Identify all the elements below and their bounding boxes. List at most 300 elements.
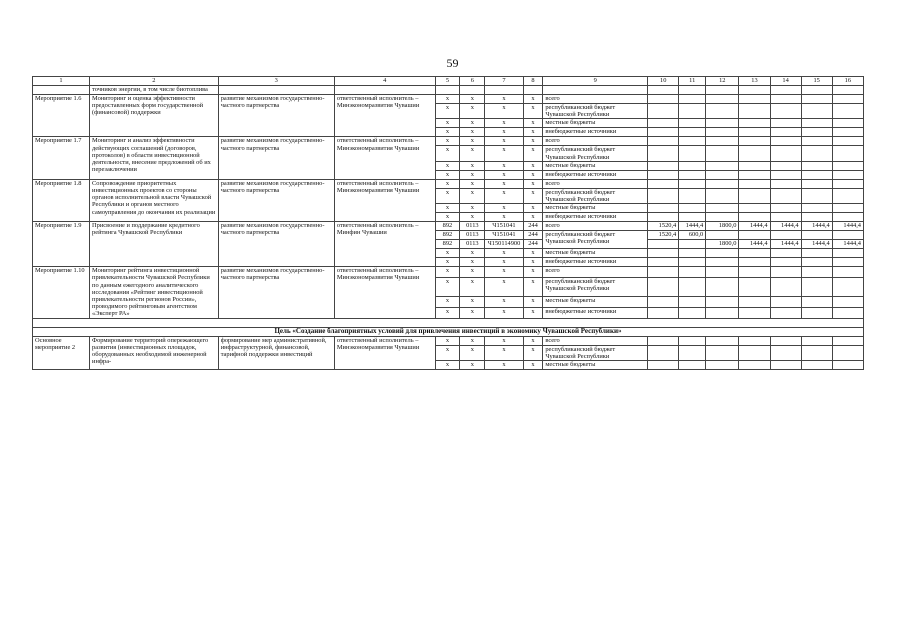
amount-cell [679, 240, 706, 249]
table-cell [832, 267, 863, 278]
table-cell [679, 179, 706, 188]
code-cell: x [460, 361, 485, 370]
table-cell [739, 249, 770, 258]
amount-cell: 1520,4 [648, 231, 679, 240]
code-cell: x [485, 95, 523, 104]
header-row [33, 77, 864, 86]
table-cell [801, 267, 832, 278]
table-cell [770, 104, 801, 119]
source-label: республиканский бюджет Чувашской Республики [543, 188, 648, 203]
table-cell [739, 179, 770, 188]
table-cell [679, 213, 706, 222]
measure-executor: ответственный исполнитель – Минэкономразвития Чувашии [334, 336, 435, 369]
goal-row [33, 327, 864, 336]
table-cell [770, 258, 801, 267]
table-cell [801, 307, 832, 318]
source-row [33, 336, 864, 345]
code-cell: x [435, 345, 460, 360]
code-cell: x [523, 188, 543, 203]
code-cell: x [460, 104, 485, 119]
code-cell: x [523, 307, 543, 318]
code-cell: x [460, 307, 485, 318]
table-cell [679, 86, 706, 95]
spacer-row [33, 318, 864, 327]
table-cell [648, 161, 679, 170]
table-cell [801, 146, 832, 161]
table-cell [801, 249, 832, 258]
code-cell: x [485, 258, 523, 267]
table-cell [648, 95, 679, 104]
code-cell: x [460, 161, 485, 170]
code-cell: x [435, 170, 460, 179]
code-cell: x [435, 336, 460, 345]
table-cell [706, 249, 739, 258]
column-header: 6 [460, 77, 485, 86]
table-cell [832, 307, 863, 318]
table-cell [706, 128, 739, 137]
table-cell [801, 170, 832, 179]
code-cell: x [523, 146, 543, 161]
table-cell [739, 307, 770, 318]
code-cell: x [485, 119, 523, 128]
code-cell: x [523, 267, 543, 278]
column-header: 1 [33, 77, 90, 86]
code-cell: x [460, 249, 485, 258]
table-cell [739, 128, 770, 137]
source-label: местные бюджеты [543, 249, 648, 258]
table-cell [832, 361, 863, 370]
table-cell [739, 146, 770, 161]
code-cell: x [523, 278, 543, 297]
table-cell [770, 249, 801, 258]
amount-cell: 1520,4 [648, 222, 679, 231]
source-row [33, 179, 864, 188]
table-cell [679, 278, 706, 297]
measure-title: Присвоение и поддержание кредитного рейтинга Чувашской Республики [90, 222, 219, 267]
table-cell [706, 336, 739, 345]
table-cell [770, 213, 801, 222]
code-cell: x [435, 307, 460, 318]
code-cell: x [485, 128, 523, 137]
program-table [32, 76, 864, 370]
measure-title: Сопровождение приоритетных инвестиционных проектов со стороны органов исполнительной власти Чувашской Республики и органов местного самоуправления до окончания их реализации [90, 179, 219, 221]
source-row [33, 267, 864, 278]
table-cell [739, 119, 770, 128]
source-label: всего [543, 336, 648, 345]
table-cell [801, 258, 832, 267]
table-cell [706, 345, 739, 360]
continuation-row [33, 86, 864, 95]
source-label: внебюджетные источники [543, 128, 648, 137]
code-cell: x [523, 119, 543, 128]
code-cell: x [460, 336, 485, 345]
column-header: 16 [832, 77, 863, 86]
table-cell [679, 296, 706, 307]
table-cell [832, 104, 863, 119]
amount-cell: 1800,0 [706, 240, 739, 249]
table-cell [739, 296, 770, 307]
table-cell [832, 258, 863, 267]
code-cell: x [435, 179, 460, 188]
table-cell [832, 95, 863, 104]
table-cell [801, 361, 832, 370]
code-cell: x [435, 361, 460, 370]
measure-executor: ответственный исполнитель – Минэкономразвития Чувашии [334, 179, 435, 221]
source-label: всего [543, 95, 648, 104]
table-cell [648, 345, 679, 360]
table-cell [801, 204, 832, 213]
table-cell [801, 188, 832, 203]
table-cell [770, 188, 801, 203]
table-cell [679, 307, 706, 318]
source-label: республиканский бюджет Чувашской Республики [543, 345, 648, 360]
source-label: местные бюджеты [543, 119, 648, 128]
table-cell [706, 258, 739, 267]
code-cell: x [523, 249, 543, 258]
code-cell: 0113 [460, 231, 485, 240]
table-cell [33, 86, 90, 95]
table-cell [706, 137, 739, 146]
table-cell [679, 204, 706, 213]
code-cell: x [435, 119, 460, 128]
column-header: 5 [435, 77, 460, 86]
table-cell [679, 119, 706, 128]
measure-task: формирование мер административной, инфраструктурной, финансовой, тарифной поддержки инвестиций [218, 336, 334, 369]
code-cell: x [460, 146, 485, 161]
table-cell [679, 336, 706, 345]
table-cell [648, 119, 679, 128]
table-cell [770, 361, 801, 370]
table-cell [679, 361, 706, 370]
source-label: республиканский бюджет Чувашской Республики [543, 104, 648, 119]
table-cell [679, 128, 706, 137]
table-cell [832, 188, 863, 203]
table-cell [832, 204, 863, 213]
amount-cell: 1444,4 [739, 222, 770, 231]
table-cell [648, 213, 679, 222]
table-cell [648, 361, 679, 370]
table-cell [679, 146, 706, 161]
table-cell [679, 188, 706, 203]
code-cell: x [435, 161, 460, 170]
table-cell [33, 318, 864, 327]
code-cell: x [523, 361, 543, 370]
code-cell: x [460, 188, 485, 203]
table-cell [770, 307, 801, 318]
source-label: всего [543, 222, 648, 231]
source-label: республиканский бюджет Чувашской Республики [543, 231, 648, 249]
amount-cell: 1444,4 [801, 222, 832, 231]
table-cell [801, 104, 832, 119]
code-cell: x [485, 296, 523, 307]
amount-cell: 1444,4 [832, 222, 863, 231]
code-cell: x [523, 95, 543, 104]
code-cell: x [435, 258, 460, 267]
table-cell [648, 249, 679, 258]
code-cell: x [485, 179, 523, 188]
code-cell: x [435, 128, 460, 137]
code-cell: x [485, 104, 523, 119]
table-cell [648, 296, 679, 307]
code-cell: x [485, 146, 523, 161]
source-label: местные бюджеты [543, 161, 648, 170]
code-cell: x [435, 296, 460, 307]
code-cell: x [485, 249, 523, 258]
table-cell [648, 258, 679, 267]
code-cell: x [485, 137, 523, 146]
table-cell [739, 86, 770, 95]
table-cell [739, 345, 770, 360]
measure-task: развитие механизмов государственно-частного партнерства [218, 222, 334, 267]
table-cell [706, 213, 739, 222]
measure-title: Формирование территорий опережающего развития (инвестиционных площадок, оборудованных необходимой инженерной инфра- [90, 336, 219, 369]
table-cell [706, 267, 739, 278]
code-cell: 892 [435, 231, 460, 240]
table-cell [679, 104, 706, 119]
table-cell [706, 361, 739, 370]
code-cell: Ч151041 [485, 222, 523, 231]
table-cell [739, 267, 770, 278]
amount-cell: 1444,4 [679, 222, 706, 231]
table-cell [801, 161, 832, 170]
measure-title: точников энергии, в том числе биотоплива [90, 86, 219, 95]
measure-label: Мероприятие 1.8 [33, 179, 90, 221]
table-cell [739, 278, 770, 297]
table-cell [679, 161, 706, 170]
table-cell [801, 137, 832, 146]
table-cell [648, 188, 679, 203]
table-cell [770, 161, 801, 170]
table-cell [706, 86, 739, 95]
code-cell: x [435, 95, 460, 104]
code-cell: x [523, 204, 543, 213]
table-cell [770, 146, 801, 161]
code-cell: x [460, 345, 485, 360]
column-header: 13 [739, 77, 770, 86]
table-cell [801, 95, 832, 104]
amount-cell [739, 231, 770, 240]
source-label: всего [543, 137, 648, 146]
code-cell: 0113 [460, 222, 485, 231]
source-label: всего [543, 267, 648, 278]
table-cell [739, 188, 770, 203]
source-label: республиканский бюджет Чувашской Республики [543, 146, 648, 161]
table-cell [832, 161, 863, 170]
table-cell [435, 86, 460, 95]
code-cell: x [460, 95, 485, 104]
code-cell: x [523, 128, 543, 137]
table-cell [648, 307, 679, 318]
table-cell [739, 258, 770, 267]
table-cell [648, 170, 679, 179]
code-cell: x [460, 296, 485, 307]
source-row [33, 137, 864, 146]
code-cell: x [460, 170, 485, 179]
source-label: местные бюджеты [543, 204, 648, 213]
code-cell: x [460, 258, 485, 267]
table-cell [648, 146, 679, 161]
table-cell [832, 296, 863, 307]
table-cell [679, 267, 706, 278]
table-cell [648, 336, 679, 345]
table-cell [832, 146, 863, 161]
column-header: 10 [648, 77, 679, 86]
amount-cell: 600,0 [679, 231, 706, 240]
table-cell [801, 296, 832, 307]
code-cell: x [460, 204, 485, 213]
code-cell: x [523, 258, 543, 267]
code-cell: x [485, 213, 523, 222]
code-cell: x [485, 345, 523, 360]
table-cell [770, 95, 801, 104]
table-cell [648, 86, 679, 95]
table-cell [801, 336, 832, 345]
code-cell: x [435, 104, 460, 119]
table-cell [739, 161, 770, 170]
code-cell: x [485, 267, 523, 278]
table-cell [706, 170, 739, 179]
table-cell [801, 278, 832, 297]
measure-label: Мероприятие 1.10 [33, 267, 90, 318]
code-cell: x [435, 249, 460, 258]
source-label: внебюджетные источники [543, 170, 648, 179]
table-cell [770, 179, 801, 188]
table-cell [679, 95, 706, 104]
column-header: 9 [543, 77, 648, 86]
table-cell [801, 86, 832, 95]
code-cell: x [523, 104, 543, 119]
table-cell [706, 146, 739, 161]
amount-cell: 1800,0 [706, 222, 739, 231]
amount-cell [770, 231, 801, 240]
code-cell: x [485, 188, 523, 203]
column-header: 7 [485, 77, 523, 86]
measure-label: Мероприятие 1.7 [33, 137, 90, 179]
source-label: внебюджетные источники [543, 307, 648, 318]
table-cell [770, 170, 801, 179]
table-cell [770, 128, 801, 137]
table-cell [770, 296, 801, 307]
code-cell: x [485, 204, 523, 213]
table-cell [648, 179, 679, 188]
source-label: местные бюджеты [543, 296, 648, 307]
table-cell [739, 95, 770, 104]
table-cell [832, 170, 863, 179]
measure-executor: ответственный исполнитель – Минфин Чувашии [334, 222, 435, 267]
table-cell [706, 95, 739, 104]
table-cell [706, 104, 739, 119]
source-label: местные бюджеты [543, 361, 648, 370]
source-label: всего [543, 179, 648, 188]
code-cell: x [435, 188, 460, 203]
table-cell [832, 119, 863, 128]
table-cell [770, 336, 801, 345]
source-row [33, 222, 864, 231]
table-cell [218, 86, 334, 95]
table-cell [679, 170, 706, 179]
column-header: 12 [706, 77, 739, 86]
table-cell [801, 179, 832, 188]
measure-title: Мониторинг и анализ эффективности действующих соглашений (договоров, протоколов) в области инвестиционной деятельности, внесение предложений об их перезаключении [90, 137, 219, 179]
table-cell [739, 204, 770, 213]
code-cell: 0113 [460, 240, 485, 249]
code-cell: x [523, 161, 543, 170]
measure-title: Мониторинг и оценка эффективности предоставленных форм государственной (финансовой) поддержки [90, 95, 219, 137]
table-cell [679, 249, 706, 258]
code-cell: 244 [523, 240, 543, 249]
code-cell: Ч150114900 [485, 240, 523, 249]
table-cell [739, 137, 770, 146]
code-cell: x [460, 179, 485, 188]
table-cell [770, 137, 801, 146]
table-cell [679, 137, 706, 146]
source-row [33, 95, 864, 104]
table-cell [801, 128, 832, 137]
measure-task: развитие механизмов государственно-частного партнерства [218, 179, 334, 221]
table-cell [832, 179, 863, 188]
code-cell: x [523, 137, 543, 146]
goal-heading: Цель «Создание благоприятных условий для привлечения инвестиций в экономику Чувашской Республики» [33, 327, 864, 336]
code-cell: 892 [435, 222, 460, 231]
table-cell [832, 345, 863, 360]
code-cell: x [435, 267, 460, 278]
code-cell: Ч151041 [485, 231, 523, 240]
table-cell [543, 86, 648, 95]
source-label: внебюджетные источники [543, 258, 648, 267]
measure-title: Мониторинг рейтинга инвестиционной привлекательности Чувашской Республики по данным ежегодного аналитического исследования «Рейтинг инвестиционной привлекательности регионов России», проводимого рейтинговым агентством «Эксперт РА» [90, 267, 219, 318]
table-cell [770, 267, 801, 278]
code-cell: 244 [523, 231, 543, 240]
table-cell [739, 213, 770, 222]
table-cell [648, 128, 679, 137]
table-cell [460, 86, 485, 95]
table-cell [770, 278, 801, 297]
page-number: 59 [446, 56, 459, 70]
code-cell: 244 [523, 222, 543, 231]
table-cell [832, 249, 863, 258]
table-cell [485, 86, 523, 95]
table-cell [832, 278, 863, 297]
column-header: 2 [90, 77, 219, 86]
table-cell [801, 119, 832, 128]
table-cell [706, 278, 739, 297]
measure-label: Мероприятие 1.9 [33, 222, 90, 267]
table-cell [770, 86, 801, 95]
table-cell [334, 86, 435, 95]
code-cell: 892 [435, 240, 460, 249]
amount-cell: 1444,4 [770, 222, 801, 231]
table-cell [706, 179, 739, 188]
measure-executor: ответственный исполнитель – Минэкономразвития Чувашии [334, 95, 435, 137]
code-cell: x [460, 128, 485, 137]
table-cell [648, 104, 679, 119]
code-cell: x [460, 137, 485, 146]
code-cell: x [460, 213, 485, 222]
code-cell: x [435, 137, 460, 146]
table-cell [832, 128, 863, 137]
measure-executor: ответственный исполнитель – Минэкономразвития Чувашии [334, 267, 435, 318]
code-cell: x [460, 119, 485, 128]
source-label: республиканский бюджет Чувашской Республики [543, 278, 648, 297]
table-cell [706, 161, 739, 170]
code-cell: x [435, 204, 460, 213]
table-cell [648, 204, 679, 213]
table-cell [648, 137, 679, 146]
code-cell: x [485, 161, 523, 170]
column-header: 8 [523, 77, 543, 86]
amount-cell [801, 231, 832, 240]
measure-label: Основное мероприятие 2 [33, 336, 90, 369]
